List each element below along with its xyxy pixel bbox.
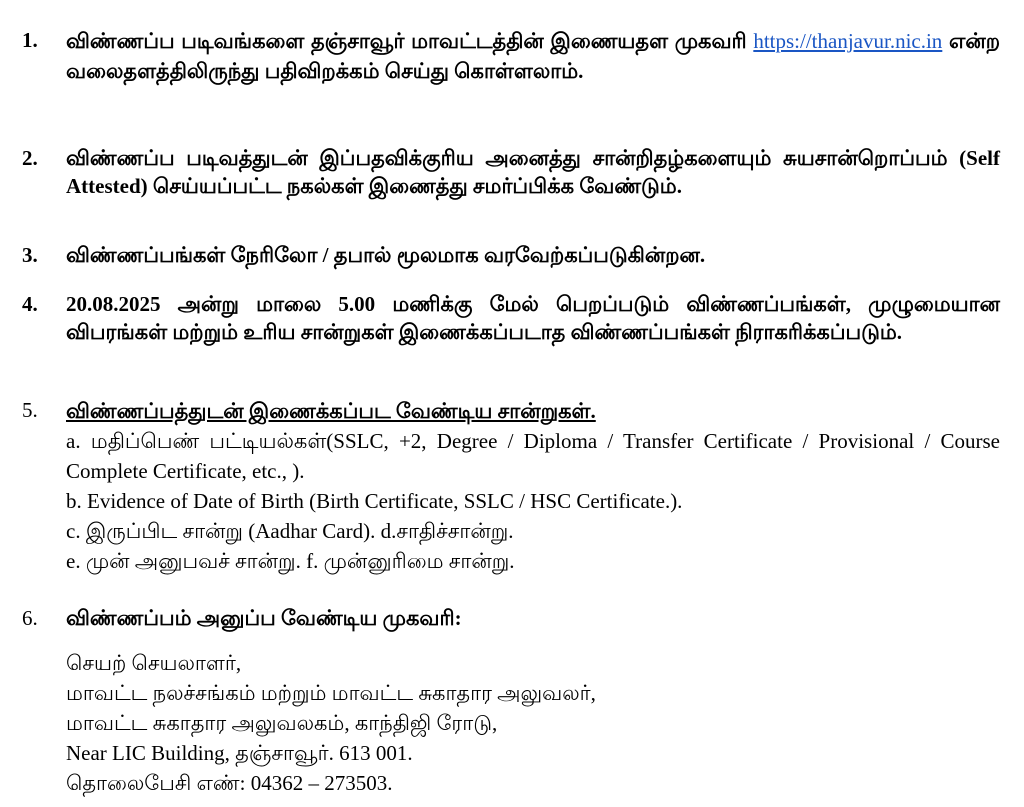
item-5-sub-c: c. இருப்பிட சான்று (Aadhar Card). d.சாதிச்சான்று. — [66, 519, 514, 543]
list-item-4 — [0, 290, 1024, 376]
item-text — [66, 604, 1000, 632]
address-line: செயற் செயலாளர், — [66, 651, 242, 675]
list-item-6 — [0, 604, 1024, 638]
item-5-sub-e: e. முன் அனுபவச் சான்று. f. முன்னுரிமை சான்று. — [66, 549, 515, 573]
item-text — [66, 396, 1000, 576]
phone-number: தொலைபேசி எண்: 04362 – 273503. — [66, 771, 393, 795]
item-4-text: அன்று மாலை 5.00 மணிக்கு மேல் பெறப்படும் விண்ணப்பங்கள், முழுமையான விபரங்கள் மற்றும் உரிய சான்றுகள் இணைக்கப்படாத விண்ணப்பங்கள் நிராகரிக்கப்படும். — [66, 292, 1001, 344]
item-number: 4. — [22, 292, 38, 316]
item-3-text: விண்ணப்பங்கள் நேரிலோ / தபால் மூலமாக வரவேற்கப்படுகின்றன. — [66, 243, 706, 267]
list-item-1 — [0, 26, 1024, 116]
item-5-sub-a: a. மதிப்பெண் பட்டியல்கள்(SSLC, +2, Degree / Diploma / Transfer Certificate / Provisional / Course Complete Certificate, etc., ). — [66, 429, 1000, 483]
item-1-text-after-link: என்ற வலைதளத்திலிருந்து பதிவிறக்கம் செய்து கொள்ளலாம். — [66, 29, 1001, 83]
district-website-link[interactable]: https://thanjavur.nic.in — [753, 29, 943, 53]
item-1-text-before-link: விண்ணப்ப படிவங்களை தஞ்சாவூர் மாவட்டத்தின் இணையதள முகவரி — [66, 29, 747, 53]
address-block — [66, 648, 1000, 798]
list-item-2 — [0, 144, 1024, 230]
item-number: 2. — [22, 146, 38, 170]
item-5-sub-b: b. Evidence of Date of Birth (Birth Certificate, SSLC / HSC Certificate.). — [66, 489, 683, 513]
list-item-3 — [0, 241, 1024, 271]
item-text — [66, 290, 1000, 346]
item-2-text: விண்ணப்ப படிவத்துடன் இப்பதவிக்குரிய அனைத்து சான்றிதழ்களையும் சுயசான்றொப்பம் (Self Attested) செய்யப்பட்ட நகல்கள் இணைத்து சமர்ப்பிக்க வேண்டும். — [66, 146, 1000, 198]
item-text — [66, 241, 1000, 269]
item-5-heading: விண்ணப்பத்துடன் இணைக்கப்பட வேண்டிய சான்றுகள். — [66, 399, 596, 423]
item-number: 1. — [22, 28, 38, 52]
address-line: Near LIC Building, தஞ்சாவூர். 613 001. — [66, 741, 413, 765]
address-line: மாவட்ட நலச்சங்கம் மற்றும் மாவட்ட சுகாதார அலுவலர், — [66, 681, 596, 705]
list-item-5 — [0, 396, 1024, 576]
address-line: மாவட்ட சுகாதார அலுவலகம், காந்திஜி ரோடு, — [66, 711, 498, 735]
item-text — [66, 26, 1000, 86]
item-number: 6. — [22, 606, 38, 630]
item-number: 5. — [22, 398, 38, 422]
item-number: 3. — [22, 243, 38, 267]
item-6-heading: விண்ணப்பம் அனுப்ப வேண்டிய முகவரி: — [66, 606, 462, 630]
item-text — [66, 144, 1000, 200]
deadline-date: 20.08.2025 — [66, 292, 161, 316]
